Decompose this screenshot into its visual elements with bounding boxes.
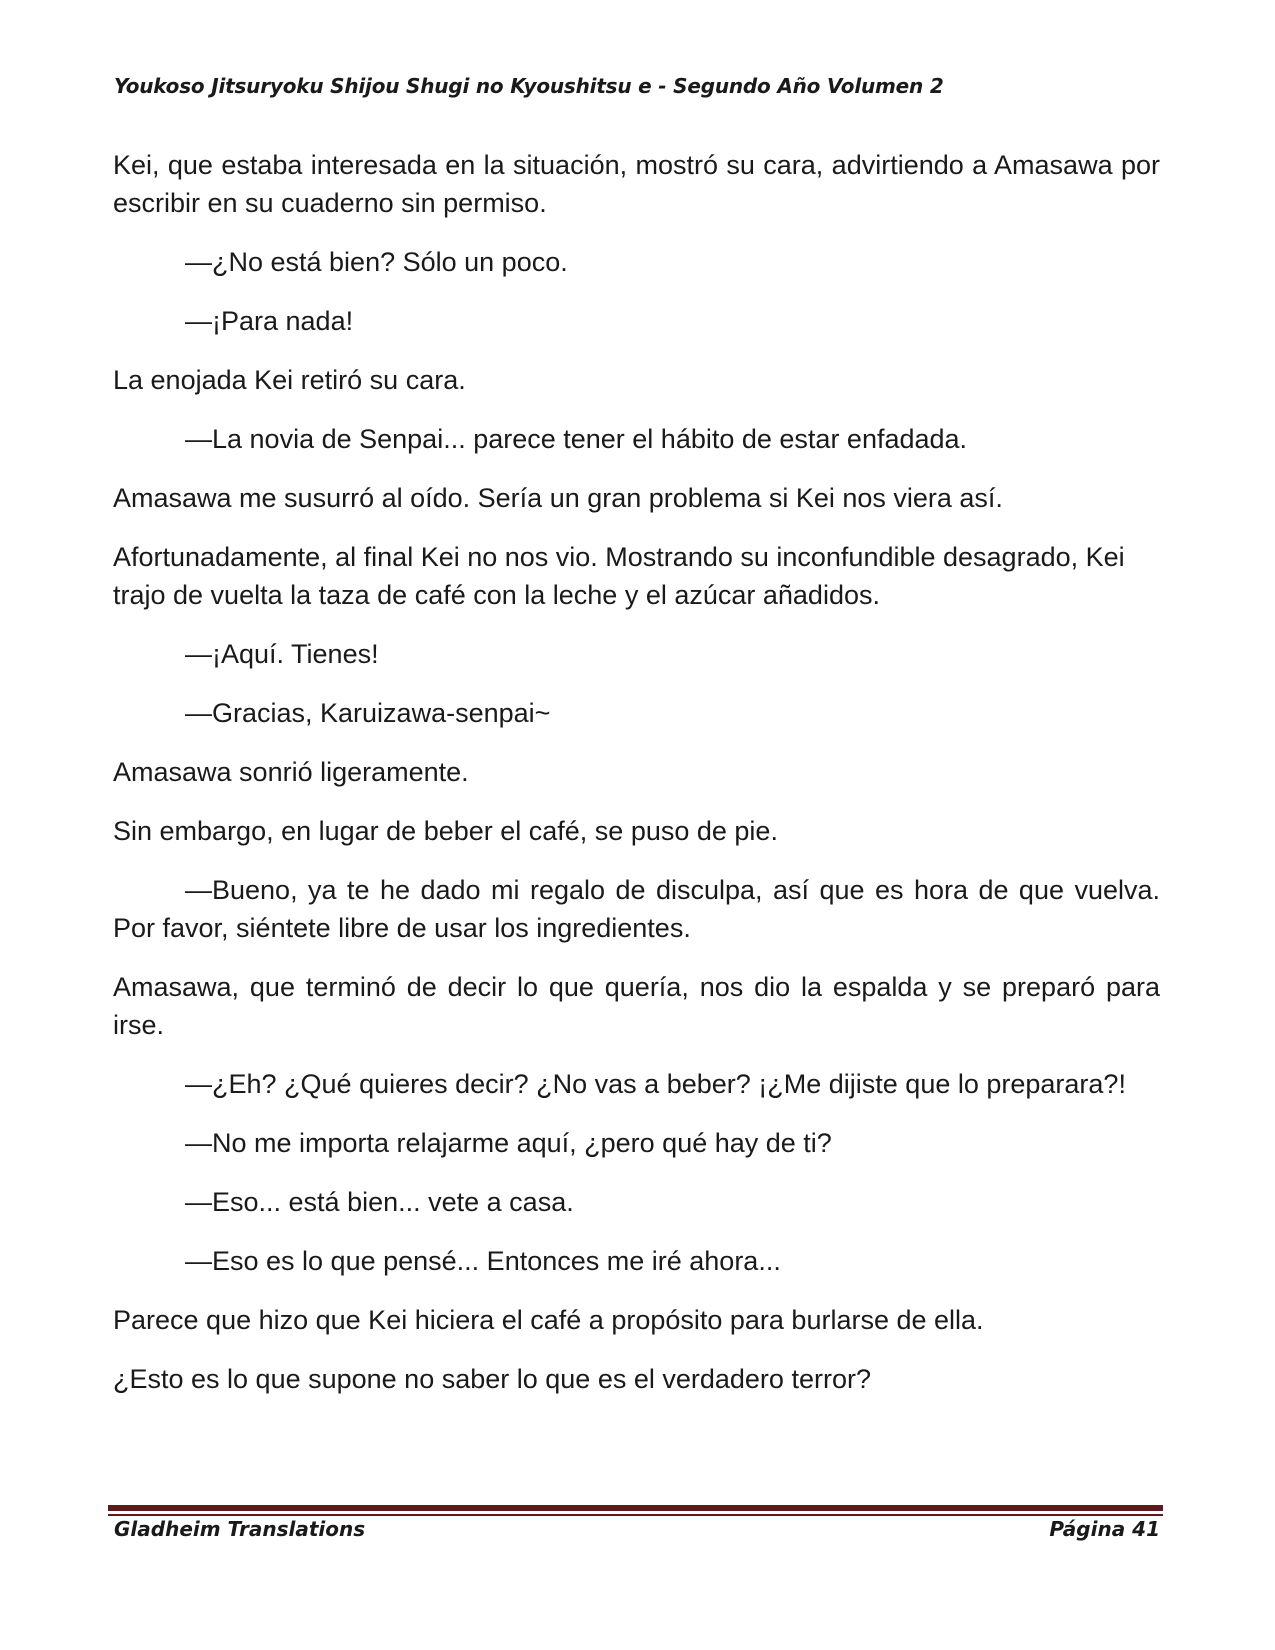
document-body xyxy=(113,146,1160,1419)
footer-translator-credit: Gladheim Translations xyxy=(114,1517,366,1541)
paragraph: Amasawa, que terminó de decir lo que quería, nos dio la espalda y se preparó para irse. xyxy=(113,972,1160,1040)
footer-divider-thin xyxy=(108,1514,1163,1516)
dialogue-line: —No me importa relajarme aquí, ¿pero qué hay de ti? xyxy=(185,1128,832,1158)
dialogue-line: —Bueno, ya te he dado mi regalo de disculpa, así que es hora de que vuelva. Por favor, siéntete libre de usar los ingredientes. xyxy=(113,875,1160,943)
paragraph: Amasawa me susurró al oído. Sería un gran problema si Kei nos viera así. xyxy=(113,483,1003,513)
footer-page-number: Página 41 xyxy=(1049,1517,1160,1541)
paragraph: Kei, que estaba interesada en la situación, mostró su cara, advirtiendo a Amasawa por escribir en su cuaderno sin permiso. xyxy=(113,150,1160,218)
dialogue-line: —Eso es lo que pensé... Entonces me iré ahora... xyxy=(185,1246,781,1276)
dialogue-line: —Eso... está bien... vete a casa. xyxy=(185,1187,574,1217)
dialogue-line: —¿No está bien? Sólo un poco. xyxy=(185,247,568,277)
paragraph: Parece que hizo que Kei hiciera el café a propósito para burlarse de ella. xyxy=(113,1305,984,1335)
paragraph: La enojada Kei retiró su cara. xyxy=(113,365,466,395)
paragraph: Amasawa sonrió ligeramente. xyxy=(113,757,469,787)
dialogue-line: —Gracias, Karuizawa-senpai~ xyxy=(185,698,551,728)
dialogue-line: —¿Eh? ¿Qué quieres decir? ¿No vas a beber? ¡¿Me dijiste que lo preparara?! xyxy=(185,1069,1126,1099)
paragraph: ¿Esto es lo que supone no saber lo que es el verdadero terror? xyxy=(113,1364,871,1394)
dialogue-line: —¡Aquí. Tienes! xyxy=(185,639,379,669)
paragraph: Sin embargo, en lugar de beber el café, se puso de pie. xyxy=(113,816,778,846)
dialogue-line: —¡Para nada! xyxy=(185,306,354,336)
paragraph: Afortunadamente, al final Kei no nos vio. Mostrando su inconfundible desagrado, Kei trajo de vuelta la taza de café con la leche y el azúcar añadidos. xyxy=(113,542,1125,610)
dialogue-line: —La novia de Senpai... parece tener el hábito de estar enfadada. xyxy=(185,424,968,454)
footer-divider-thick xyxy=(108,1505,1163,1511)
running-header-title: Youkoso Jitsuryoku Shijou Shugi no Kyoushitsu e - Segundo Año Volumen 2 xyxy=(114,74,944,98)
